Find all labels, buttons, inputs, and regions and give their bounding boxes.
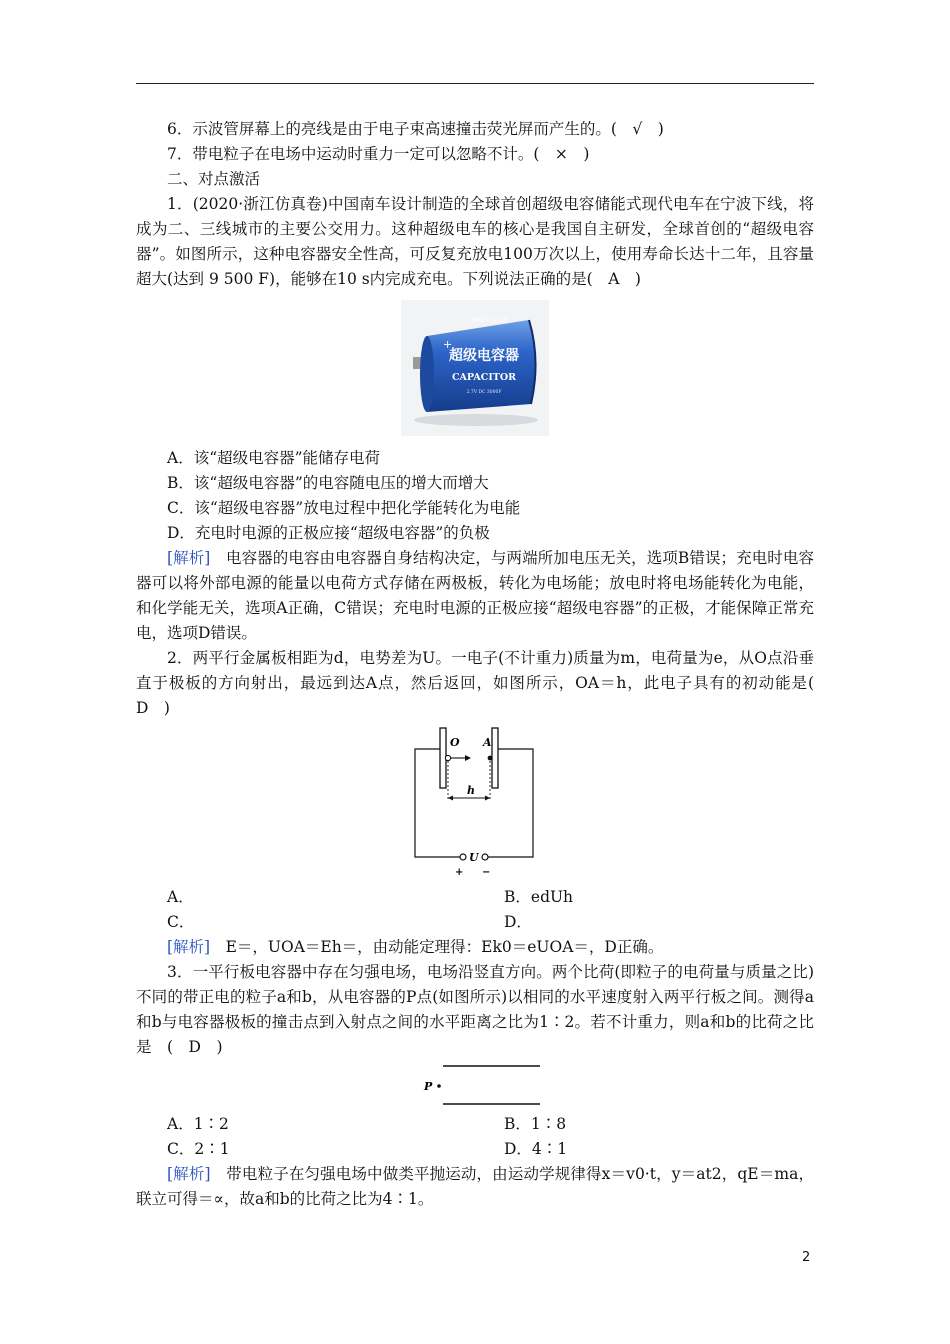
photo-main-text: 超级电容器 <box>449 348 519 364</box>
point-a <box>488 756 493 761</box>
supercapacitor-photo <box>401 300 549 436</box>
q2-option-c: C． <box>167 913 195 931</box>
question-3-stem: 3．一平行板电容器中存在匀强电场，电场沿竖直方向。两个比荷(即粒子的电荷量与质量之比)不同的带正电的粒子a和b，从电容器的P点(如图所示)以相同的水平速度射入两平行板之间。测得a和b与电容器极板的撞击点到入射点之间的水平距离之比为1∶2。若不计重力，则a和b的比荷之比是 ( D ) <box>136 963 814 1056</box>
q3-analysis <box>136 1162 814 1212</box>
label-minus: − <box>482 867 491 878</box>
q2-option-b: B．edUh <box>504 888 574 906</box>
point-p <box>437 1084 441 1088</box>
q2-options-row-1 <box>136 885 814 910</box>
q3-option-b: B．1∶8 <box>504 1115 567 1133</box>
analysis-tag: [解析] <box>167 1165 211 1183</box>
label-a: A <box>483 736 492 749</box>
q1-option-d: D．充电时电源的正极应接“超级电容器”的负极 <box>167 524 490 542</box>
velocity-arrow <box>465 755 471 761</box>
q2-option-d: D． <box>504 913 532 931</box>
point-o <box>445 755 450 760</box>
positive-terminal <box>460 854 466 860</box>
photo-brand: SHOTOCAP <box>470 317 508 324</box>
page-content <box>136 117 830 1212</box>
q2-options-row-2 <box>136 910 814 935</box>
question-2-stem: 2．两平行金属板相距为d，电势差为U。一电子(不计重力)质量为m，电荷量为e，从O点沿垂直于极板的方向射出，最远到达A点，然后返回，如图所示，OA＝h，此电子具有的初动能是( D ) <box>136 649 830 717</box>
circuit-diagram <box>410 725 540 880</box>
q1-option-a: A．该“超级电容器”能储存电荷 <box>167 449 381 467</box>
analysis-tag: [解析] <box>167 549 211 567</box>
parallel-plate-circuit-figure <box>410 725 540 880</box>
label-u: U <box>469 851 479 864</box>
statement-7: 7．带电粒子在电场中运动时重力一定可以忽略不计。( × ) <box>167 145 590 163</box>
photo-spec-text: 2.7V DC 3000F <box>466 390 502 395</box>
label-o: O <box>450 736 460 749</box>
photo-plus: + <box>443 338 453 351</box>
q3-option-c: C．2∶1 <box>167 1140 230 1158</box>
page-number: 2 <box>802 1250 811 1265</box>
q2-analysis-text: E＝，UOA＝Eh＝，由动能定理得：Ek0＝eUOA＝，D正确。 <box>210 938 664 956</box>
q2-analysis <box>136 935 814 960</box>
supercapacitor-image <box>401 300 549 436</box>
label-plus: + <box>455 867 464 878</box>
header-rule <box>136 83 814 84</box>
statement-6: 6．示波管屏幕上的亮线是由于电子束高速撞击荧光屏而产生的。( √ ) <box>167 120 664 138</box>
question-1-stem: 1．(2020·浙江仿真卷)中国南车设计制造的全球首创超级电容储能式现代电车在宁波下线，将成为二、三线城市的主要公交用力。这种超级电车的核心是我国自主研发，全球首创的“超级电容器”。如图所示，这种电容器安全性高，可反复充放电100万次以上，使用寿命长达十二年，且容量超大(达到 9 500 F)，能够在10 s内完成充电。下列说法正确的是( A ) <box>136 195 814 288</box>
plates-diagram <box>410 1062 540 1108</box>
q1-option-b: B．该“超级电容器”的电容随电压的增大而增大 <box>167 474 489 492</box>
analysis-tag: [解析] <box>167 938 211 956</box>
negative-terminal <box>482 854 488 860</box>
q1-analysis-text: 电容器的电容由电容器自身结构决定，与两端所加电压无关，选项B错误；充电时电容器可以将外部电源的能量以电荷方式存储在两极板，转化为电场能；放电时将电场能转化为电能，和化学能无关，选项A正确，C错误；充电时电源的正极应接“超级电容器”的正极，才能保障正常充电，选项D错误。 <box>136 549 814 642</box>
q1-option-c: C．该“超级电容器”放电过程中把化学能转化为电能 <box>167 499 521 517</box>
label-h: h <box>467 784 475 797</box>
q3-options-row-1 <box>136 1112 814 1137</box>
q3-options-row-2 <box>136 1137 814 1162</box>
q1-analysis <box>136 546 814 646</box>
section-heading: 二、对点激活 <box>167 170 261 188</box>
right-plate <box>492 728 498 788</box>
q2-option-a: A． <box>167 888 194 906</box>
photo-sub-text: CAPACITOR <box>452 372 516 383</box>
q3-analysis-text: 带电粒子在匀强电场中做类平抛运动，由运动学规律得x＝v0·t，y＝at2，qE＝ma，联立可得＝∝，故a和b的比荷之比为4∶1。 <box>136 1165 814 1208</box>
q3-option-a: A．1∶2 <box>167 1115 229 1133</box>
label-p: P <box>424 1080 433 1093</box>
parallel-plates-figure <box>410 1062 540 1108</box>
q3-option-d: D．4∶1 <box>504 1140 568 1158</box>
